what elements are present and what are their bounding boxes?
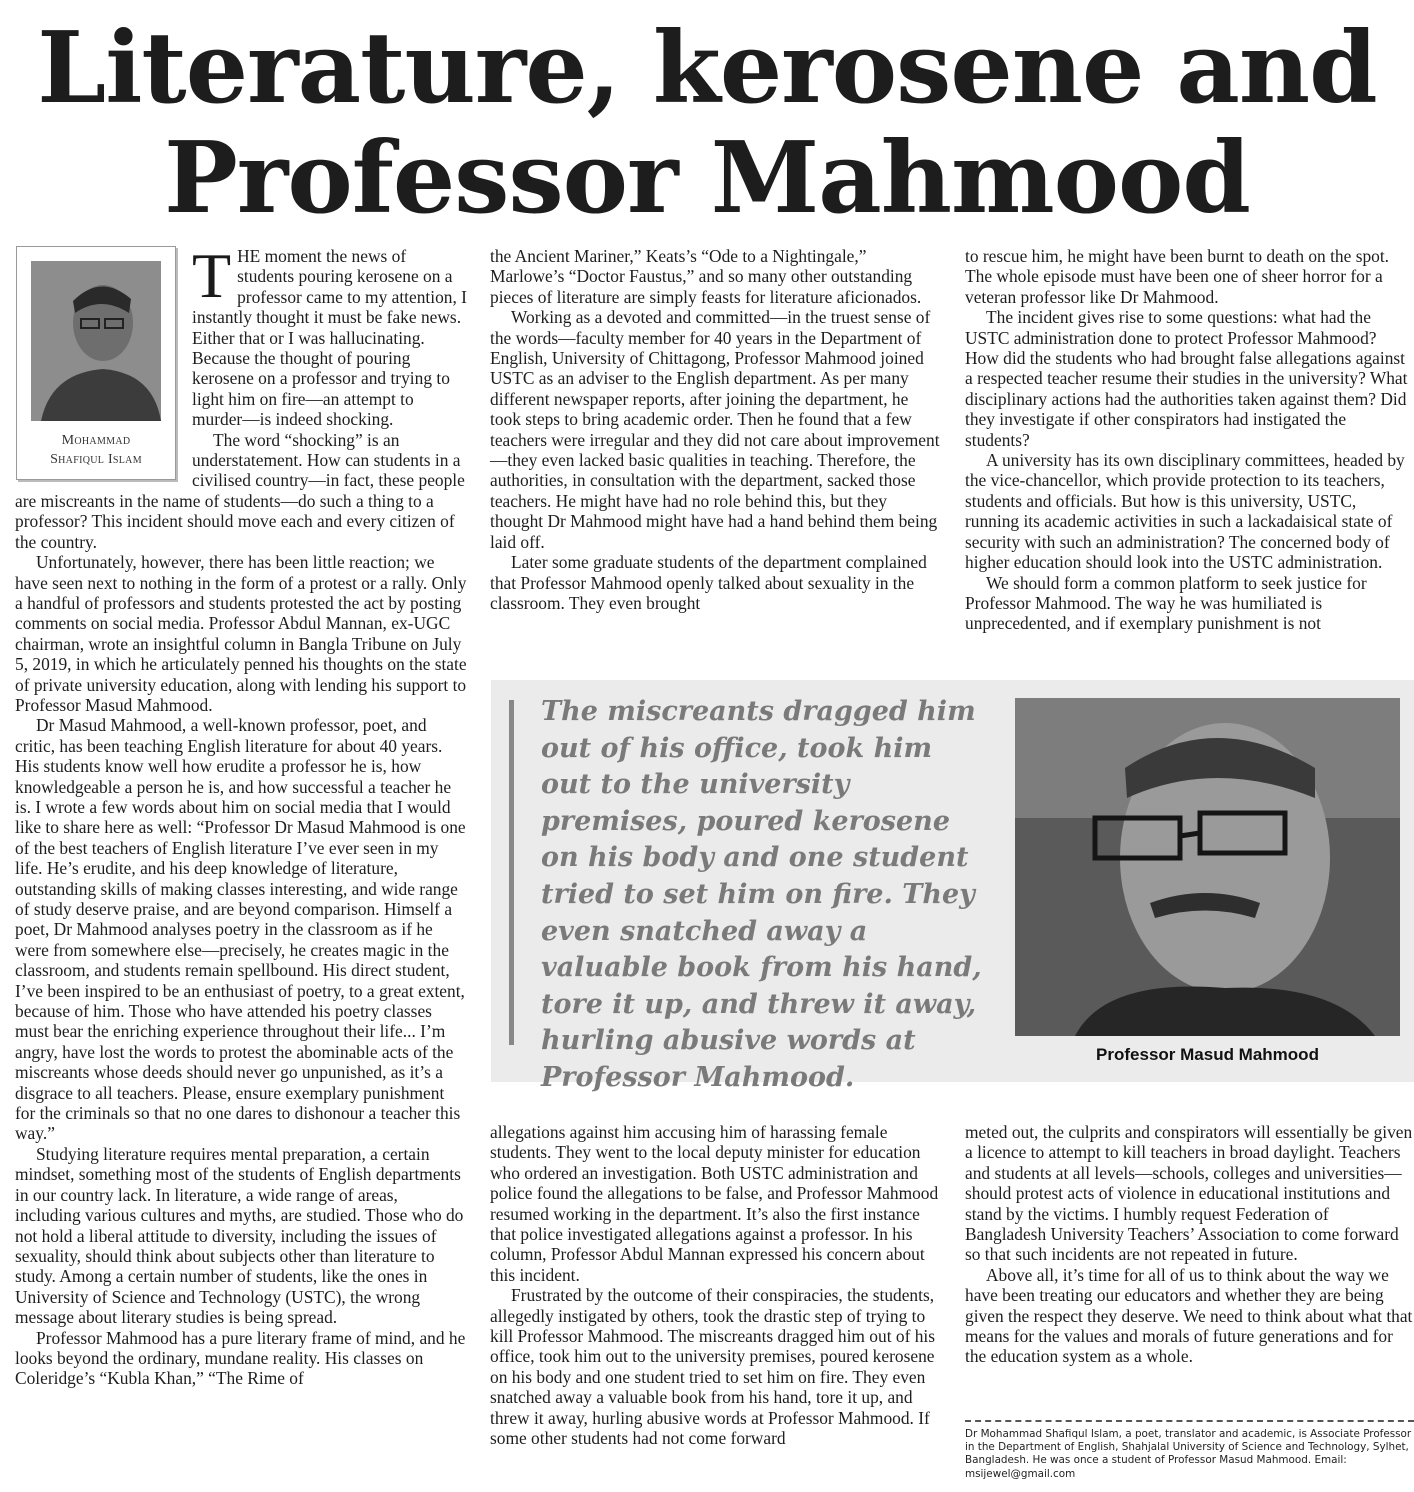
professor-photo (1015, 698, 1400, 1036)
paragraph: Above all, it’s time for all of us to think about the way we have been treating our educators and whether they are being given the respect they deserve. We need to think about what that means for the values and morals of future generations and for the education system as a whole. (965, 1264, 1413, 1367)
column-1 (15, 240, 467, 1389)
drop-cap: T (192, 240, 232, 311)
paragraph: Later some graduate students of the department complained that Professor Mahmood openly talked about sexuality in the classroom. They even brought (490, 552, 927, 613)
headline-line-2: Professor Mahmood (164, 121, 1250, 236)
author-box (16, 246, 176, 480)
author-name-line-2: Shafiqul Islam (50, 452, 142, 467)
author-photo (31, 261, 161, 421)
pullquote-panel (491, 680, 1414, 1093)
author-bio: Dr Mohammad Shafiqul Islam, a poet, translator and academic, is Associate Professor in the Department of English, Shahjalal University of Science and Technology, Sylhet, Bangladesh. He was once a student of Professor Masud Mahmood. Email: msijewel@gmail.com (965, 1420, 1414, 1481)
paragraph: Dr Masud Mahmood, a well-known professor, poet, and critic, has been teaching English literature for about 40 years. His students know well how erudite a professor he is, how knowledgeable a person he is, and how successful a teacher he is. I wrote a few words about him on social media that I would like to share here as well: “Professor Dr Masud Mahmood is one of the best teachers of English literature I’ve ever seen in my life. He’s erudite, and his deep knowledge of literature, outstanding skills of making classes interesting, and wide range of study deserve praise, and are beyond comparison. Himself a poet, Dr Mahmood analyses poetry in the classroom as if he were from somewhere else—precisely, he creates magic in the classroom, and students remain spellbound. His direct student, I’ve been inspired to be an enthusiast of poetry, to a great extent, because of him. Those who have attended his poetry classes must bear the enriching experience throughout their life... I’m angry, have lost the words to protest the abominable acts of the miscreants whose deeds should never go unpunished, as it’s a disgrace to all teachers. Please, ensure exemplary punishment for the criminals so that no one dares to dishonour a teacher this way.” (15, 715, 466, 1144)
paragraph: The incident gives rise to some questions: what had the USTC administration done to protect Professor Mahmood? How did the students who had brought false allegations against a respected teacher resume their studies in the university? What disciplinary actions had the authorities taken against them? Did they investigate if other conspirators had instigated the students? (965, 307, 1408, 450)
quote-bar (509, 700, 514, 1045)
professor-portrait-icon (1015, 698, 1400, 1036)
photo-caption: Professor Masud Mahmood (1096, 1045, 1319, 1064)
column-3-top (965, 246, 1414, 634)
author-name (17, 431, 175, 469)
paragraph: Professor Mahmood has a pure literary frame of mind, and he looks beyond the ordinary, mundane reality. His classes on Coleridge’s “Kubla Khan,” “The Rime of (15, 1327, 466, 1389)
column-2-top (490, 246, 942, 613)
paragraph: Studying literature requires mental preparation, a certain mindset, something most of the students of English departments in our country lack. In literature, a wide range of areas, including various cultures and myths, are studied. Those who do not hold a liberal attitude to diversity, including the issues of sexuality, should think about subjects other than literature to study. Among a certain number of students, like the ones in University of Science and Technology (USTC), the wrong message about literary studies is being spread. (15, 1143, 464, 1328)
paragraph: meted out, the culprits and conspirators will essentially be given a licence to attempt to kill teachers in broad daylight. Teachers and students at all levels—schools, colleges and universities—should protest acts of violence in educational institutions and stand by the victims. I humbly request Federation of Bangladesh University Teachers’ Association to come forward so that such incidents are not repeated in future. (965, 1122, 1413, 1265)
paragraph: to rescue him, he might have been burnt to death on the spot. The whole episode must have been one of sheer horror for a veteran professor like Dr Mahmood. (965, 246, 1390, 307)
pullquote-text: The miscreants dragged him out of his office, took him out to the university premises, poured kerosene on his body and one student tried to set him on fire. They even snatched away a valuable book from his hand, tore it up, and threw it away, hurling abusive words at Professor Mahmood. (541, 696, 982, 1093)
author-portrait-icon (31, 261, 161, 421)
article-headline (0, 11, 1414, 236)
paragraph: Working as a devoted and committed—in the truest sense of the words—faculty member for 40 years in the Department of English, University of Chittagong, Professor Mahmood joined USTC as an adviser to the English department. As per many different newspaper reports, after joining the department, he took steps to bring academic order. Then he found that a few teachers were irregular and they did not care about improvement—they even lacked basic qualities in teaching. Therefore, the authorities, in consultation with the department, sacked those teachers. He might have had no role behind this, but they thought Dr Mahmood might have had a hand behind them being laid off. (490, 307, 940, 552)
paragraph-text: HE moment the news of students pouring kerosene on a professor came to my attention, I instantly thought it must be fake news. Either that or I was hallucinating. Because the thought of pouring kerosene on a professor and trying to light him on fire—an attempt to murder—is indeed shocking. (192, 246, 467, 430)
paragraph: The word “shocking” is an understatement. How can students in a civilised country—in fact, these people are miscreants in the name of students—do such a thing to a professor? This incident should move each and every citizen of the country. (15, 429, 465, 552)
paragraph: Frustrated by the outcome of their conspiracies, the students, allegedly instigated by others, took the drastic step of trying to kill Professor Mahmood. The miscreants dragged him out of his office, took him out to the university premises, poured kerosene on his body and one student tried to set him on fire. They even snatched away a valuable book from his hand, tore it up, and threw it away, hurling abusive words at Professor Mahmood. If some other students had not come forward (490, 1285, 936, 1449)
paragraph: the Ancient Mariner,” Keats’s “Ode to a Nightingale,” Marlowe’s “Doctor Faustus,” and so many other outstanding pieces of literature are simply feasts for literature aficionados. (490, 246, 922, 307)
author-name-line-1: Mohammad (61, 433, 131, 448)
paragraph: Unfortunately, however, there has been little reaction; we have seen next to nothing in the form of a protest or a rally. Only a handful of professors and students protested the act by posting comments on social media. Professor Abdul Mannan, ex-UGC chairman, wrote an insightful column in Bangla Tribune on July 5, 2019, in which he articulately penned his thoughts on the state of private university education, along with lending his support to Professor Masud Mahmood. (15, 552, 467, 715)
paragraph: We should form a common platform to seek justice for Professor Mahmood. The way he was humiliated is unprecedented, and if exemplary punishment is not (965, 572, 1367, 634)
column-2-bottom (490, 1122, 942, 1449)
paragraph: A university has its own disciplinary committees, headed by the vice-chancellor, which provide protection to its teachers, students and officials. But how is this university, USTC, running its academic activities in such a lackadaisical state of security with such an administration? The concerned body of higher education should look into the USTC administration. (965, 450, 1405, 573)
paragraph: allegations against him accusing him of harassing female students. They went to the local deputy minister for education who ordered an investigation. Both USTC administration and police found the allegations to be false, and Professor Mahmood resumed working in the department. It’s also the first instance that police investigated allegations against a professor. In his column, Professor Abdul Mannan expressed his concern about this incident. (490, 1122, 939, 1285)
column-3-bottom (965, 1122, 1414, 1367)
headline-line-1: Literature, kerosene and (37, 11, 1377, 126)
